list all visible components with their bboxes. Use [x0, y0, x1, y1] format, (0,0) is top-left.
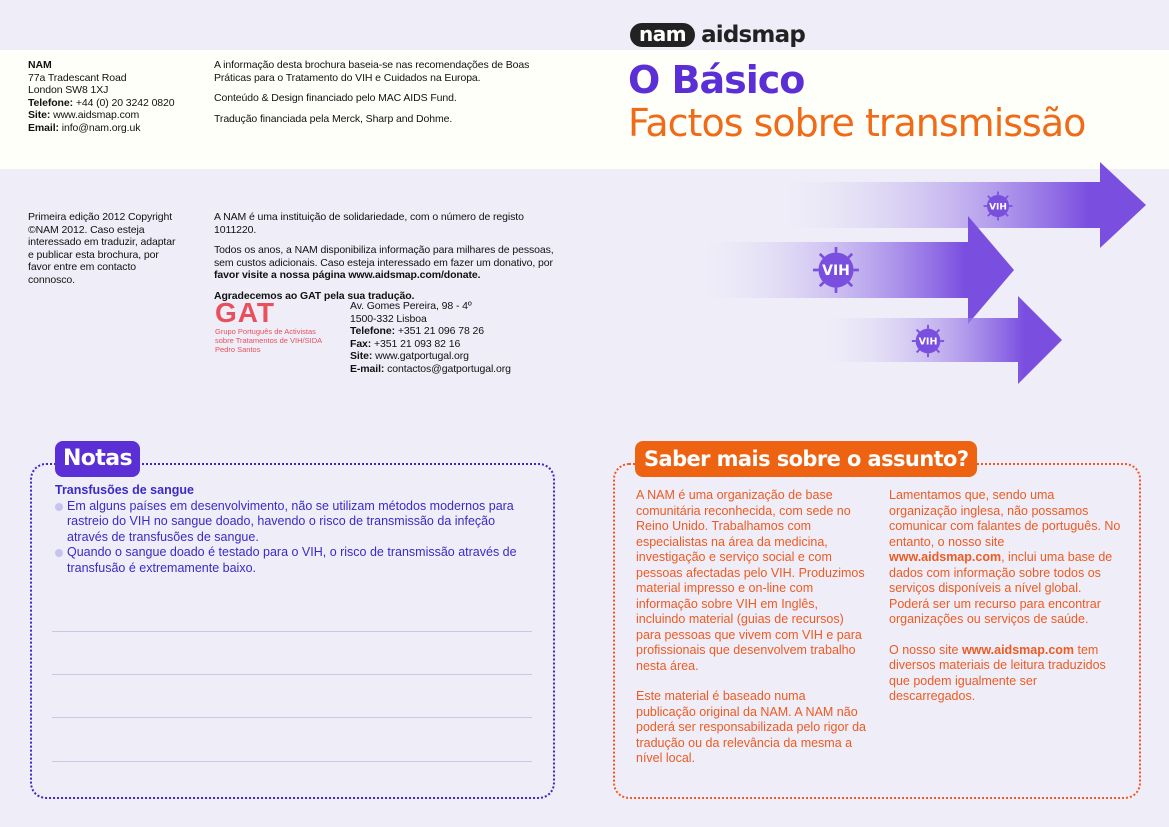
learn-more-col-1: [636, 488, 868, 767]
learn-more-col1-p2: Este material é baseado numa publicação original da NAM. A NAM não poderá ser responsabilizada pelo rigor da tradução ou da relevância da mesma a nível local.: [636, 689, 867, 765]
gat-line-1: Grupo Português de Activistas: [215, 327, 316, 336]
gat-email-label: E-mail:: [350, 362, 385, 375]
nam-site: www.aidsmap.com: [50, 109, 140, 122]
nam-aidsmap-logo: [630, 22, 805, 48]
gat-site: www.gatportugal.org: [372, 350, 469, 363]
aidsmap-logo-word: aidsmap: [701, 22, 805, 48]
arrow-top: [758, 162, 1146, 248]
nam-logo-pill: nam: [630, 23, 695, 47]
thanks-gat: Agradecemos ao GAT pela sua tradução.: [214, 289, 415, 302]
learn-more-col2-p2a: O nosso site: [889, 642, 962, 657]
gat-email: contactos@gatportugal.org: [384, 362, 511, 375]
donate-link[interactable]: favor visite a nossa página www.aidsmap.com/donate.: [214, 269, 481, 282]
notes-line[interactable]: [52, 717, 532, 718]
gat-phone: +351 21 096 78 26: [395, 325, 484, 338]
learn-more-col2-p1a: Lamentamos que, sendo uma organização inglesa, não possamos comunicar com falantes de português. No entanto, o nosso site: [889, 488, 1121, 549]
nam-site-label: Site:: [28, 109, 51, 122]
gat-line-3: Pedro Santos: [215, 345, 261, 354]
nam-city: London SW8 1XJ: [28, 84, 109, 97]
learn-more-col-2: [889, 488, 1121, 705]
virus-label-3: VIH: [918, 336, 938, 348]
learn-more-tag: Saber mais sobre o assunto?: [635, 441, 977, 477]
notes-tag: Notas: [55, 441, 140, 477]
gat-addr-2: 1500-332 Lisboa: [350, 312, 427, 325]
learn-more-col2-p1b: , inclui uma base de dados com informação sobre todos os serviços disponíveis a nível global. Poderá ser um recurso para encontrar organizações ou serviços de saúde.: [889, 550, 1113, 626]
gat-address: [350, 300, 550, 376]
notes-line[interactable]: [52, 761, 532, 762]
virus-label-1: VIH: [989, 202, 1007, 213]
charity-line-1: A NAM é uma instituição de solidariedade, com o número de registo 1011220.: [214, 211, 524, 236]
virus-label-2: VIH: [822, 263, 850, 279]
nam-phone-label: Telefone:: [28, 96, 73, 109]
gat-phone-label: Telefone:: [350, 325, 395, 338]
notes-bullet-list: [55, 499, 525, 577]
edition-copyright: Primeira edição 2012 Copyright ©NAM 2012. Caso esteja interessado em traduzir, adaptar e publicar esta brochura, por favor entre em contacto connosco.: [28, 211, 176, 286]
gat-logo-text: GAT: [215, 297, 276, 328]
nam-email-label: Email:: [28, 121, 59, 134]
brochure-info: [214, 59, 536, 125]
notes-heading: Transfusões de sangue: [55, 483, 194, 497]
learn-more-col1-p1: A NAM é uma organização de base comunitária reconhecida, com sede no Reino Unido. Trabalhamos com especialistas na área da medicina, investigação e serviço social e com pessoas afectadas pelo VIH. Produzimos material impresso e on-line com informação sobre VIH em Inglês, incluindo material (guias de recursos) para pessoas que vivem com VIH e para profissionais que desenvolvem trabalho nesta área.: [636, 488, 865, 673]
info-line-3: Tradução financiada pela Merck, Sharp and Dohme.: [214, 112, 453, 125]
page-subtitle: Factos sobre transmissão: [628, 101, 1086, 145]
aidsmap-link[interactable]: www.aidsmap.com: [961, 642, 1075, 657]
gat-site-label: Site:: [350, 350, 373, 363]
nam-street: 77a Tradescant Road: [28, 71, 127, 84]
notes-line[interactable]: [52, 674, 532, 675]
arrows-illustration: [600, 160, 1160, 390]
aidsmap-link[interactable]: www.aidsmap.com: [889, 550, 1002, 564]
gat-fax: +351 21 093 82 16: [371, 337, 461, 350]
charity-line-2: Todos os anos, a NAM disponibiliza informação para milhares de pessoas, sem custos adicionais. Caso esteja interessado em fazer um donativo, por: [214, 244, 554, 269]
gat-logo: [215, 299, 345, 354]
nam-phone: +44 (0) 20 3242 0820: [73, 96, 175, 109]
notes-line[interactable]: [52, 631, 532, 632]
info-line-1: A informação desta brochura baseia-se nas recomendações de Boas Práticas para o Tratamento do VIH e Cuidados na Europa.: [214, 59, 530, 84]
notes-bullet: Quando o sangue doado é testado para o VIH, o risco de transmissão através de transfusão é extremamente baixo.: [55, 545, 525, 576]
charity-info: [214, 211, 559, 303]
nam-address: [28, 59, 208, 135]
nam-email: info@nam.org.uk: [58, 121, 141, 134]
page-title: O Básico: [628, 58, 805, 102]
gat-line-2: sobre Tratamentos de VIH/SIDA: [215, 336, 323, 345]
info-line-2: Conteúdo & Design financiado pelo MAC AIDS Fund.: [214, 92, 457, 105]
learn-more-col2-p2b: tem diversos materiais de leitura traduzidos que podem igualmente ser descarregados.: [889, 642, 1106, 703]
notes-body: [55, 483, 525, 576]
gat-addr-1: Av. Gomes Pereira, 98 - 4º: [350, 300, 472, 312]
notes-bullet: Em alguns países em desenvolvimento, não se utilizam métodos modernos para rastreio do VIH no sangue doado, havendo o risco de transmissão da infeção através de transfusões de sangue.: [55, 499, 525, 546]
gat-fax-label: Fax:: [350, 337, 372, 350]
nam-name: NAM: [28, 59, 52, 71]
